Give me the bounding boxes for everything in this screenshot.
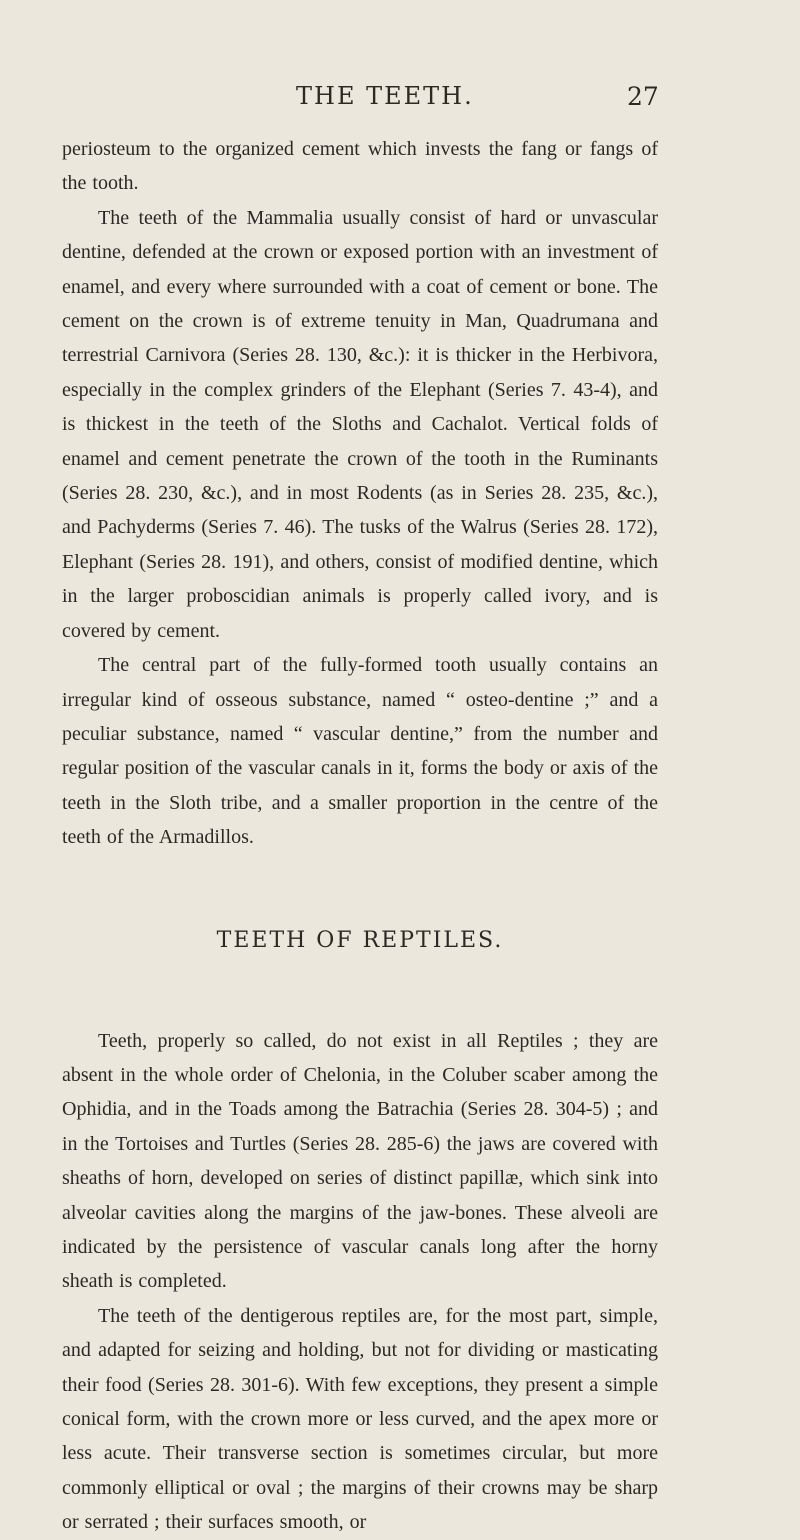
- paragraph-continuation: periosteum to the organized cement which invests the fang or fangs of the tooth.: [62, 138, 658, 195]
- paragraph-osteo-dentine: The central part of the fully-formed tooth usually contains an irregular kind of osseous substance, named “ osteo-dentine ;” and a peculiar substance, named “ vascular dentine,” from the number and regular position of the vascular canals in it, forms the body or axis of the teeth in the Sloth tribe, and a smaller proportion in the centre of the teeth of the Armadillos.: [62, 654, 658, 849]
- running-title: THE TEETH.: [296, 82, 474, 110]
- section-heading: TEETH OF REPTILES.: [216, 927, 504, 953]
- running-head: [0, 82, 800, 116]
- paragraph-reptile-teeth: Teeth, properly so called, do not exist in all Reptiles ; they are absent in the whole order of Chelonia, in the Coluber scaber among the Ophidia, and in the Toads among the Batrachia (Series 28. 304-5) ; and in the Tortoises and Turtles (Series 28. 285-6) the jaws are covered with sheaths of horn, developed on series of distinct papillæ, which sink into alveolar cavities along the margins of the jaw-bones. These alveoli are indicated by the persistence of vascular canals long after the horny sheath is completed.: [62, 1029, 658, 1293]
- paragraph-mammalia-teeth: The teeth of the Mammalia usually consist of hard or unvascular dentine, defended at the crown or exposed portion with an investment of enamel, and every where surrounded with a coat of cement or bone. The cement on the crown is of extreme tenuity in Man, Quadrumana and terrestrial Carnivora (Series 28. 130, &c.): it is thicker in the Herbivora, especially in the complex grinders of the Elephant (Series 7. 43-4), and is thickest in the teeth of the Sloths and Cachalot. Vertical folds of enamel and cement penetrate the crown of the tooth in the Ruminants (Series 28. 230, &c.), and in most Rodents (as in Series 28. 235, &c.), and Pachyderms (Series 7. 46). The tusks of the Walrus (Series 28. 172), Elephant (Series 28. 191), and others, consist of modified dentine, which in the larger proboscidian animals is properly called ivory, and is covered by cement.: [62, 206, 658, 642]
- page-number: 27: [627, 82, 659, 111]
- body-text: [62, 132, 658, 1540]
- paragraph-dentigerous-reptiles: The teeth of the dentigerous reptiles are, for the most part, simple, and adapted for seizing and holding, but not for dividing or masticating their food (Series 28. 301-6). With few exceptions, they present a simple conical form, with the crown more or less curved, and the apex more or less acute. Their transverse section is sometimes circular, but more commonly elliptical or oval ; the margins of their crowns may be sharp or serrated ; their surfaces smooth, or: [62, 1304, 658, 1534]
